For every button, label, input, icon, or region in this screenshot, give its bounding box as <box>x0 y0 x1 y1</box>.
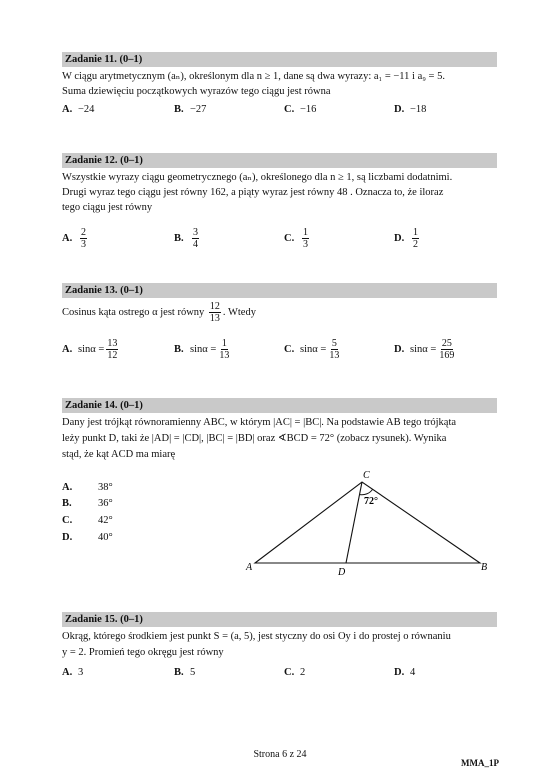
point-label-d: D <box>338 567 346 578</box>
task-text-line: Wszystkie wyrazy ciągu geometrycznego (aₙ), określonego dla n ≥ 1, są liczbami dodatnimi. <box>62 172 453 183</box>
answer-option: B. sinα = $\frac{1}{13}$ <box>174 338 230 361</box>
answer-option: C. sinα = $\frac{5}{13}$ <box>284 338 340 361</box>
vertex-label-b: B <box>481 562 488 573</box>
answer-option: D. sinα = $\frac{25}{169}$ <box>394 338 455 361</box>
vertex-label-c: C <box>363 470 370 481</box>
task-text-line: stąd, że kąt ACD ma miarę <box>62 449 176 460</box>
answer-option: A. sinα = $\frac{13}{12}$ <box>62 338 118 361</box>
answer-option: D. −18 <box>394 104 427 115</box>
answer-option: C. $\frac{1}{3}$ <box>284 227 308 250</box>
angle-label: 72° <box>364 496 378 507</box>
answer-option: A. 3 <box>62 667 84 678</box>
answer-option: B. 36° <box>62 498 113 509</box>
answer-option: A. $\frac{2}{3}$ <box>62 227 86 250</box>
answer-option: B. −27 <box>174 104 207 115</box>
task-header: Zadanie 13. (0–1) <box>62 283 497 298</box>
answer-option: B. $\frac{3}{4}$ <box>174 227 198 250</box>
angle-arc <box>360 490 373 495</box>
task-text-line: Okrąg, którego środkiem jest punkt S = (a, 5), jest styczny do osi Oy i do prostej o równaniu <box>62 631 451 642</box>
task-text-line: W ciągu arytmetycznym (aₙ), określonym dla n ≥ 1, dane są dwa wyrazy: a₁ = −11 i a₉ = 5. <box>62 71 445 82</box>
answer-option: C. 2 <box>284 667 306 678</box>
answer-option: C. −16 <box>284 104 317 115</box>
answer-option: D. $\frac{1}{2}$ <box>394 227 418 250</box>
exam-code: MMA_1P <box>461 758 499 768</box>
task-text-line: tego ciągu jest równy <box>62 202 153 213</box>
answer-option: A. 38° <box>62 482 113 493</box>
answer-option: B. 5 <box>174 667 196 678</box>
task-header: Zadanie 14. (0–1) <box>62 398 497 413</box>
task-header: Zadanie 11. (0–1) <box>62 52 497 67</box>
vertex-label-a: A <box>246 562 253 573</box>
task-text-line: Dany jest trójkąt równoramienny ABC, w którym |AC| = |BC|. Na podstawie AB tego trójkąta <box>62 417 457 428</box>
answer-option: D. 4 <box>394 667 416 678</box>
task-text-line: y = 2. Promień tego okręgu jest równy <box>62 647 224 658</box>
task-15 <box>62 612 497 686</box>
task-header: Zadanie 12. (0–1) <box>62 153 497 168</box>
task-text-line: Suma dziewięciu początkowych wyrazów tego ciągu jest równa <box>62 86 331 97</box>
task-header: Zadanie 15. (0–1) <box>62 612 497 627</box>
answer-option: D. 40° <box>62 532 113 543</box>
task-text-line: Drugi wyraz tego ciągu jest równy 162, a piąty wyraz jest równy 48 . Oznacza to, że iloraz <box>62 187 444 198</box>
page-number: Strona 6 z 24 <box>253 749 307 760</box>
answer-option: A. −24 <box>62 104 95 115</box>
task-text-line: Cosinus kąta ostrego α jest równy $\frac{12}{13}$ . Wtedy <box>62 301 256 324</box>
task-text-line: leży punkt D, taki że |AD| = |CD|, |BC| = |BD| oraz ∢BCD = 72° (zobacz rysunek). Wynika <box>62 433 447 444</box>
answer-option: C. 42° <box>62 515 113 526</box>
